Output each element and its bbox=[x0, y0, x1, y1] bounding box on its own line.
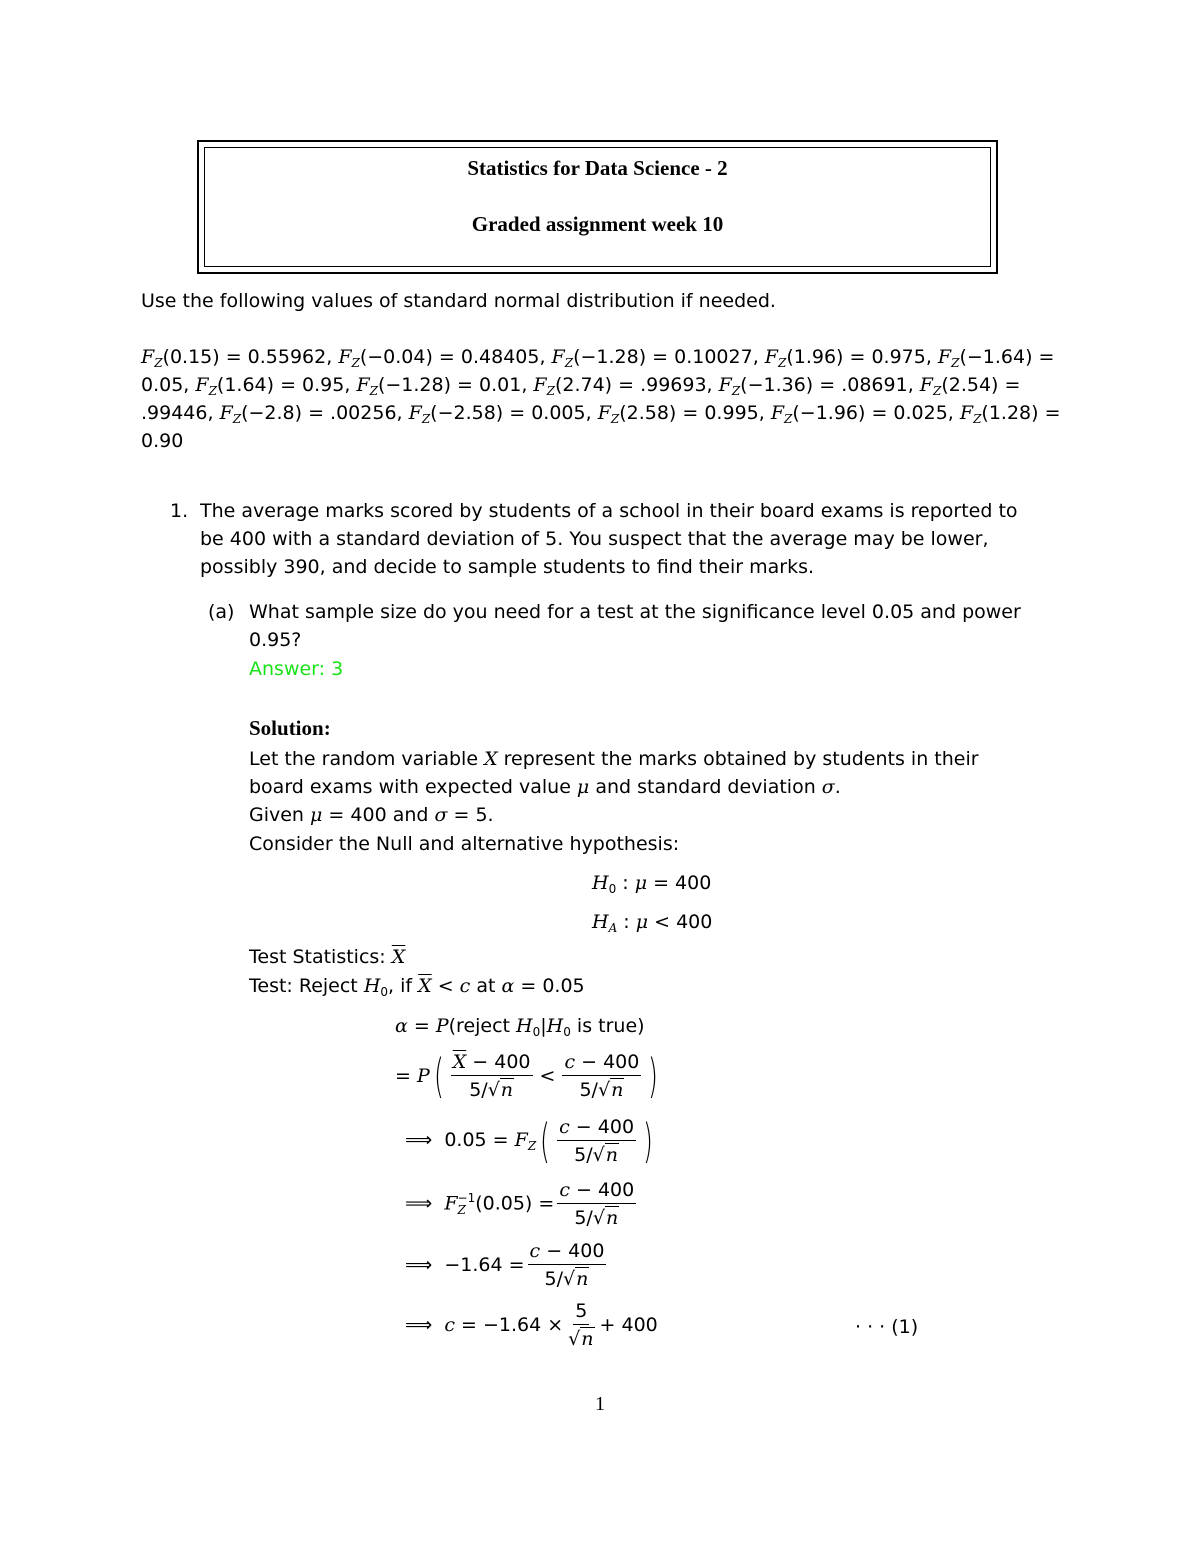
normal-table-line-4: 0.90 bbox=[141, 430, 184, 452]
test-rule: Test: Reject $H_0$, if $\overline{X} < c$ at α = 0.05 bbox=[249, 975, 585, 999]
solution-heading: Solution: bbox=[249, 716, 331, 740]
part-text-line: 0.95? bbox=[249, 629, 302, 651]
title-box-inner bbox=[204, 147, 991, 267]
solution-line-4: Consider the Null and alternative hypothesis: bbox=[249, 833, 680, 855]
solution-line-3: Given μ = 400 and σ = 5. bbox=[249, 804, 494, 826]
assignment-title: Graded assignment week 10 bbox=[471, 212, 724, 236]
step-z-value: ⟹ −1.64 = $\frac{c - 400}{5/√n}$ bbox=[405, 1240, 605, 1290]
solution-line-2: board exams with expected value μ and standard deviation σ. bbox=[249, 776, 841, 798]
normal-table-line-1: $F_Z(0.15) = 0.55962$, $F_Z(-0.04) = 0.48405$, $F_Z(-1.28) = 0.10027$, $F_Z(1.96) = 0.975$, $F_Z(-1.64)$ = bbox=[141, 346, 1055, 370]
answer-text: Answer: 3 bbox=[249, 658, 344, 680]
solution-line-1: Let the random variable X represent the marks obtained by students in their bbox=[249, 748, 979, 770]
test-statistic: Test Statistics: $\overline{X}$ bbox=[249, 946, 406, 968]
step-alpha: α = P(reject $H_0|H_0$ is true) bbox=[395, 1015, 645, 1039]
question-number: 1. bbox=[170, 500, 189, 522]
equation-tag: · · · (1) bbox=[855, 1316, 919, 1338]
intro-instruction: Use the following values of standard normal distribution if needed. bbox=[141, 290, 776, 312]
normal-table-line-3: .99446, $F_Z(-2.8) = .00256$, $F_Z(-2.58) = 0.005$, $F_Z(2.58) = 0.995$, $F_Z(-1.96) = 0.025$, $F_Z(1.28)$ = bbox=[141, 402, 1061, 426]
alternative-hypothesis: $H_A$ : μ < 400 bbox=[592, 911, 713, 935]
question-text-line: be 400 with a standard deviation of 5. You suspect that the average may be lower, bbox=[200, 528, 989, 550]
null-hypothesis: $H_0$ : μ = 400 bbox=[592, 872, 712, 896]
question-text-line: possibly 390, and decide to sample students to find their marks. bbox=[200, 556, 815, 578]
course-title: Statistics for Data Science - 2 bbox=[467, 156, 728, 180]
page-number: 1 bbox=[595, 1393, 605, 1415]
question-text-line: The average marks scored by students of a school in their board exams is reported to bbox=[200, 500, 1018, 522]
normal-table-line-2: 0.05, $F_Z(1.64) = 0.95$, $F_Z(-1.28) = 0.01$, $F_Z(2.74) = .99693$, $F_Z(-1.36) = .08691$, $F_Z(2.54)$ = bbox=[141, 374, 1021, 398]
part-text-line: What sample size do you need for a test at the significance level 0.05 and power bbox=[249, 601, 1021, 623]
title-box bbox=[197, 140, 998, 274]
step-cdf: ⟹ $0.05 = F_Z$ ( $\frac{c - 400}{5/√n}$ ) bbox=[405, 1114, 653, 1168]
step-inverse: ⟹ F −1 Z (0.05) = $\frac{c - 400}{5/√n}$ bbox=[405, 1179, 635, 1229]
step-critical-value: ⟹ c = −1.64 × $\frac{5}{√n}$ + 400 bbox=[405, 1300, 658, 1350]
step-probability: = P ( $\frac{\overline{X} - 400}{5/√n}$ < $\frac{c - 400}{5/√n}$ ) bbox=[395, 1049, 659, 1103]
part-label: (a) bbox=[208, 601, 235, 623]
